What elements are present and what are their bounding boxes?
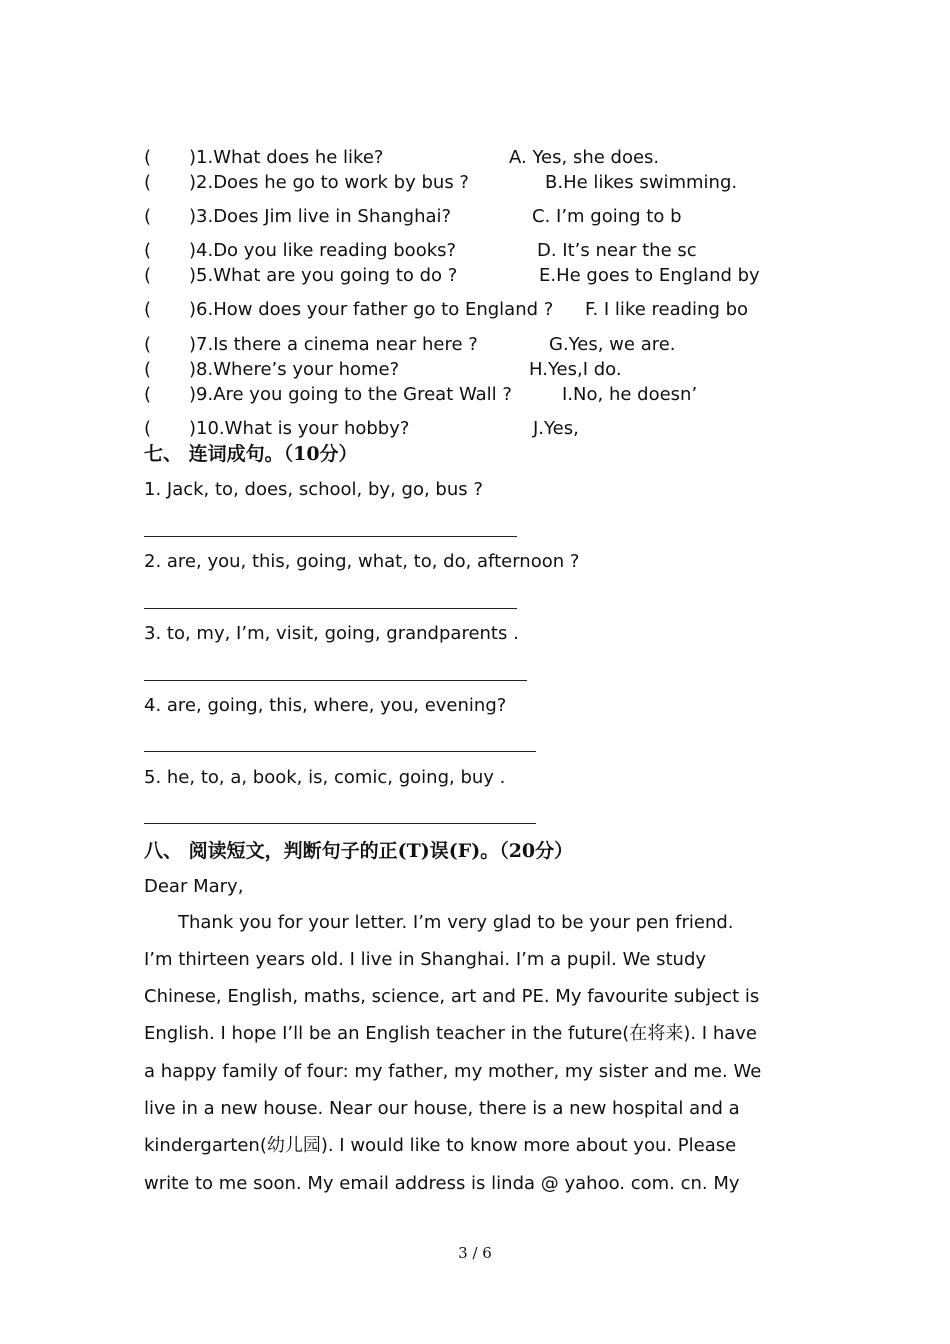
letter-line: I’m thirteen years old. I live in Shanghai. I’m a pupil. We study bbox=[144, 949, 707, 970]
match-row-9 bbox=[144, 384, 512, 406]
answer-blank[interactable]: ( bbox=[144, 418, 152, 439]
answer-line-2[interactable] bbox=[144, 608, 517, 609]
answer-option: I.No, he doesn’ bbox=[562, 384, 698, 405]
section-7-title: 七、 连词成句。（10分） bbox=[144, 443, 358, 465]
sentence-item-4: 4. are, going, this, where, you, evening? bbox=[144, 695, 507, 716]
match-row-4 bbox=[144, 240, 456, 262]
letter-line: write to me soon. My email address is linda @ yahoo. com. cn. My bbox=[144, 1173, 740, 1194]
letter-line: live in a new house. Near our house, there is a new hospital and a bbox=[144, 1098, 740, 1119]
answer-option: G.Yes, we are. bbox=[549, 334, 676, 355]
answer-option: F. I like reading bo bbox=[585, 299, 749, 320]
question: )8.Where’s your home? bbox=[189, 359, 400, 380]
answer-option: J.Yes, bbox=[533, 418, 579, 439]
letter-line: Thank you for your letter. I’m very glad to be your pen friend. bbox=[178, 912, 734, 933]
sentence-item-2: 2. are, you, this, going, what, to, do, afternoon ? bbox=[144, 551, 580, 572]
match-row-7 bbox=[144, 334, 478, 356]
answer-option: H.Yes,I do. bbox=[529, 359, 622, 380]
question: )5.What are you going to do ? bbox=[189, 265, 458, 286]
question: )2.Does he go to work by bus ? bbox=[189, 172, 469, 193]
answer-option: D. It’s near the sc bbox=[537, 240, 697, 261]
answer-option: A. Yes, she does. bbox=[509, 147, 660, 168]
match-row-2 bbox=[144, 172, 469, 194]
letter-line: a happy family of four: my father, my mother, my sister and me. We bbox=[144, 1061, 762, 1082]
answer-blank[interactable]: ( bbox=[144, 384, 152, 405]
answer-blank[interactable]: ( bbox=[144, 359, 152, 380]
page-number: 3 / 6 bbox=[458, 1244, 492, 1262]
match-row-5 bbox=[144, 265, 457, 287]
match-row-10 bbox=[144, 418, 409, 440]
answer-option: C. I’m going to b bbox=[532, 206, 682, 227]
letter-line: English. I hope I’ll be an English teacher in the future(在将来). I have bbox=[144, 1023, 757, 1044]
question: )6.How does your father go to England ? bbox=[189, 299, 554, 320]
match-row-3 bbox=[144, 206, 451, 228]
answer-line-5[interactable] bbox=[144, 823, 536, 824]
question: )1.What does he like? bbox=[189, 147, 384, 168]
answer-blank[interactable]: ( bbox=[144, 299, 152, 320]
question: )7.Is there a cinema near here ? bbox=[189, 334, 478, 355]
section-8-title: 八、 阅读短文，判断句子的正(T)误(F)。（20分） bbox=[144, 840, 574, 862]
sentence-item-3: 3. to, my, I’m, visit, going, grandparents . bbox=[144, 623, 519, 644]
sentence-item-5: 5. he, to, a, book, is, comic, going, buy . bbox=[144, 767, 506, 788]
match-row-1 bbox=[144, 147, 383, 169]
answer-blank[interactable]: ( bbox=[144, 240, 152, 261]
answer-blank[interactable]: ( bbox=[144, 206, 152, 227]
answer-option: B.He likes swimming. bbox=[545, 172, 738, 193]
answer-blank[interactable]: ( bbox=[144, 265, 152, 286]
answer-blank[interactable]: ( bbox=[144, 147, 152, 168]
answer-blank[interactable]: ( bbox=[144, 334, 152, 355]
answer-blank[interactable]: ( bbox=[144, 172, 152, 193]
question: )3.Does Jim live in Shanghai? bbox=[189, 206, 452, 227]
sentence-item-1: 1. Jack, to, does, school, by, go, bus ? bbox=[144, 479, 483, 500]
answer-line-3[interactable] bbox=[144, 680, 527, 681]
letter-line: Chinese, English, maths, science, art and PE. My favourite subject is bbox=[144, 986, 760, 1007]
match-row-8 bbox=[144, 359, 399, 381]
question: )10.What is your hobby? bbox=[189, 418, 410, 439]
letter-greeting: Dear Mary, bbox=[144, 876, 244, 897]
question: )9.Are you going to the Great Wall ? bbox=[189, 384, 512, 405]
letter-line: kindergarten(幼儿园). I would like to know more about you. Please bbox=[144, 1135, 737, 1156]
question: )4.Do you like reading books? bbox=[189, 240, 457, 261]
answer-option: E.He goes to England by bbox=[539, 265, 760, 286]
answer-line-1[interactable] bbox=[144, 536, 517, 537]
answer-line-4[interactable] bbox=[144, 751, 536, 752]
match-row-6 bbox=[144, 299, 553, 321]
